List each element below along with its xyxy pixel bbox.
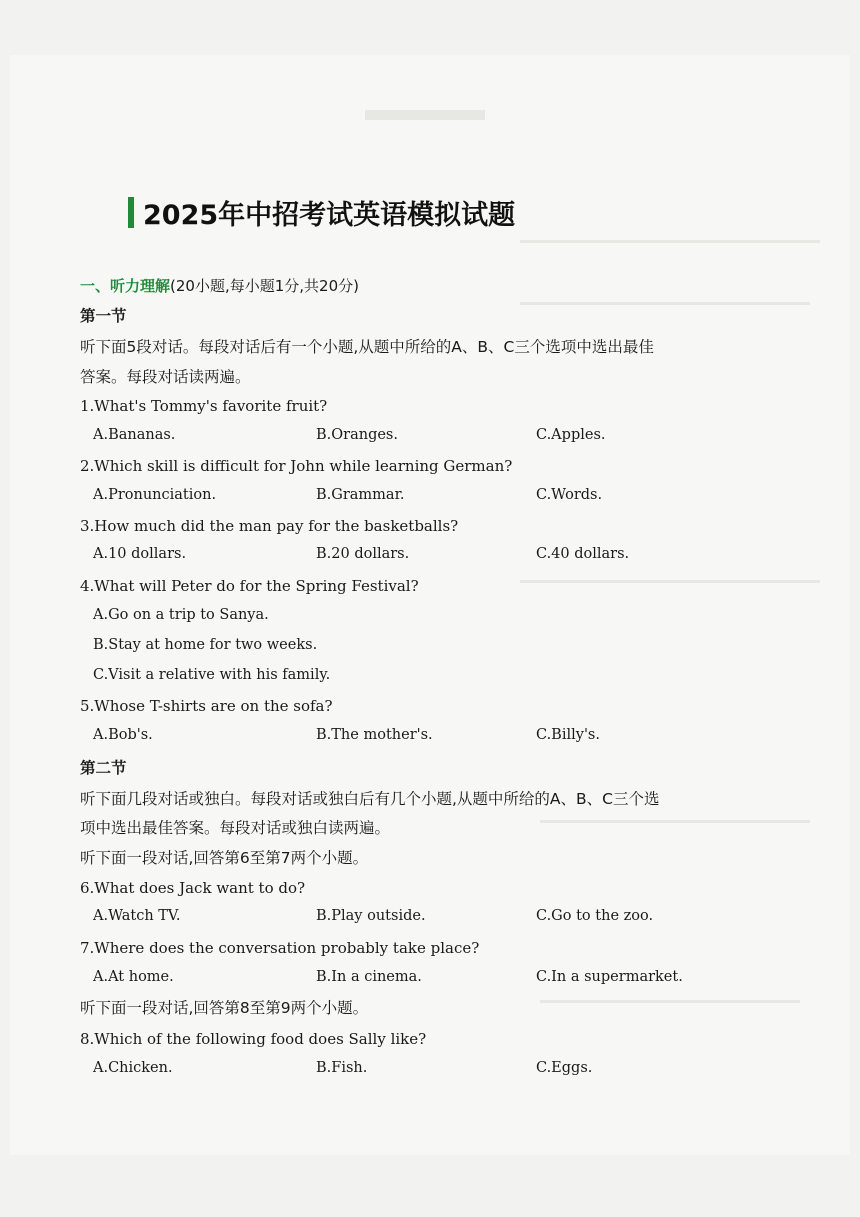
question-4: 4.What will Peter do for the Spring Festival? (80, 577, 419, 595)
part-name: 听力理解 (110, 277, 171, 295)
question-3: 3.How much did the man pay for the basketballs? (80, 517, 459, 535)
section-instruction: 听下面5段对话。每段对话后有一个小题,从题中所给的A、B、C三个选项中选出最佳 (80, 338, 654, 356)
bleed-through-mark (520, 302, 810, 305)
section-label: 第二节 (80, 759, 127, 777)
part-heading (80, 276, 359, 296)
exam-title-text: 2025年中招考试英语模拟试题 (143, 199, 516, 231)
q8-option-b[interactable]: B.Fish. (316, 1060, 368, 1076)
q4-option-a[interactable]: A.Go on a trip to Sanya. (93, 607, 269, 623)
bleed-through-mark (520, 580, 820, 583)
group-instruction: 听下面一段对话,回答第8至第9两个小题。 (80, 999, 369, 1017)
bleed-through-mark (540, 820, 810, 823)
group-instruction: 听下面一段对话,回答第6至第7两个小题。 (80, 849, 369, 867)
question-5: 5.Whose T-shirts are on the sofa? (80, 697, 333, 715)
q6-option-a[interactable]: A.Watch TV. (93, 908, 181, 924)
q8-option-a[interactable]: A.Chicken. (93, 1060, 173, 1076)
bleed-through-mark (540, 1000, 800, 1003)
q7-option-a[interactable]: A.At home. (93, 969, 174, 985)
question-7: 7.Where does the conversation probably take place? (80, 939, 480, 957)
title-accent-bar (128, 197, 134, 228)
q2-option-c[interactable]: C.Words. (536, 487, 603, 503)
q1-option-a[interactable]: A.Bananas. (93, 427, 176, 443)
q2-option-b[interactable]: B.Grammar. (316, 487, 405, 503)
question-8: 8.Which of the following food does Sally like? (80, 1030, 427, 1048)
exam-title (128, 192, 515, 232)
q5-option-b[interactable]: B.The mother's. (316, 727, 433, 743)
q1-option-b[interactable]: B.Oranges. (316, 427, 398, 443)
section-label: 第一节 (80, 307, 127, 325)
question-6: 6.What does Jack want to do? (80, 879, 306, 897)
q6-option-c[interactable]: C.Go to the zoo. (536, 908, 654, 924)
question-2: 2.Which skill is difficult for John while learning German? (80, 457, 513, 475)
q3-option-b[interactable]: B.20 dollars. (316, 546, 410, 562)
bleed-through-mark (365, 110, 485, 120)
section-instruction: 项中选出最佳答案。每段对话或独白读两遍。 (80, 819, 391, 837)
q7-option-b[interactable]: B.In a cinema. (316, 969, 422, 985)
q4-option-c[interactable]: C.Visit a relative with his family. (93, 667, 331, 683)
q7-option-c[interactable]: C.In a supermarket. (536, 969, 683, 985)
section-instruction: 听下面几段对话或独白。每段对话或独白后有几个小题,从题中所给的A、B、C三个选 (80, 790, 660, 808)
q4-option-b[interactable]: B.Stay at home for two weeks. (93, 637, 318, 653)
q6-option-b[interactable]: B.Play outside. (316, 908, 426, 924)
q5-option-a[interactable]: A.Bob's. (93, 727, 153, 743)
part-info: (20小题,每小题1分,共20分) (170, 277, 359, 295)
q1-option-c[interactable]: C.Apples. (536, 427, 606, 443)
bleed-through-mark (520, 240, 820, 243)
q3-option-a[interactable]: A.10 dollars. (93, 546, 187, 562)
q8-option-c[interactable]: C.Eggs. (536, 1060, 593, 1076)
question-1: 1.What's Tommy's favorite fruit? (80, 397, 328, 415)
q3-option-c[interactable]: C.40 dollars. (536, 546, 630, 562)
part-number: 一、 (80, 277, 111, 295)
q2-option-a[interactable]: A.Pronunciation. (93, 487, 217, 503)
q5-option-c[interactable]: C.Billy's. (536, 727, 600, 743)
section-instruction: 答案。每段对话读两遍。 (80, 368, 251, 386)
